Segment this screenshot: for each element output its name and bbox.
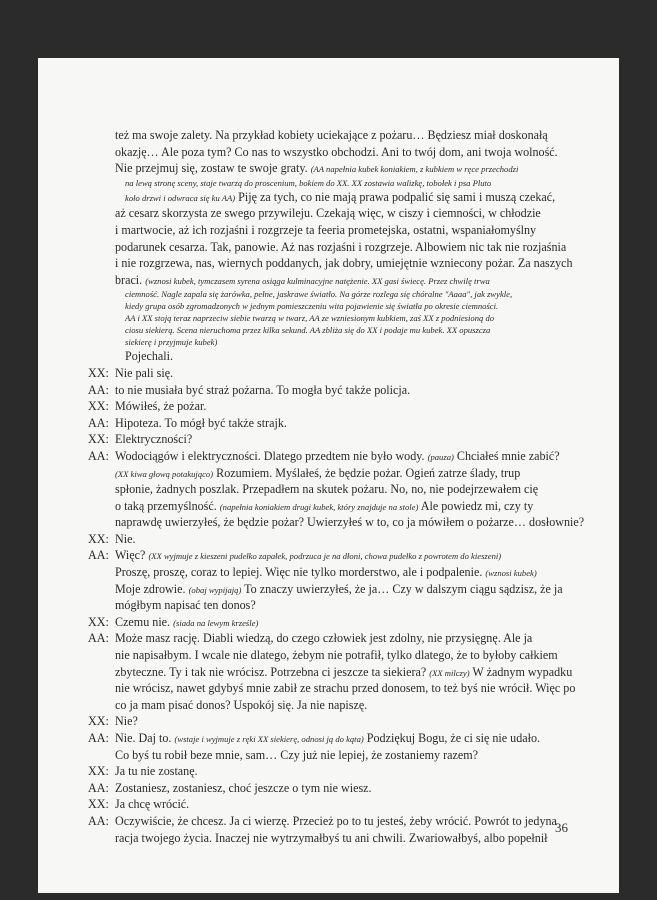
speaker-label: XX: (88, 614, 109, 629)
stage-direction: (wznosi kubek, tymczasem syrena osiąga kulminacyjne natężenie. XX gasi świecę. Przez chwilę trwa (145, 275, 490, 286)
dialogue-line (88, 763, 590, 780)
text-line-part: braci. (115, 272, 143, 287)
stage-direction: kiedy grupa osób zgromadzonych w jednym pomieszczeniu wita pojawienie się światła po okresie ciemności. (125, 301, 499, 312)
stage-direction: (wstaje i wyjmuje z ręki XX siekierę, odnosi ją do kąta) (174, 734, 364, 744)
dialogue-text-part: nie napisałbym. I wcale nie dlatego, żebym nie potrafił, tylko dlatego, że to byłoby całkiem (115, 648, 558, 663)
dialogue-line (88, 448, 590, 531)
dialogue-text-part: Ale powiedz mi, czy ty (420, 498, 534, 513)
dialogue-line (88, 547, 590, 613)
dialogue-line (88, 780, 590, 797)
dialogue-text-part: To znaczy uwierzyłeś, że ja… Czy w dalszym ciągu sądzisz, że ja (244, 581, 563, 596)
speaker-label: XX: (88, 797, 109, 812)
speaker-label: AA: (88, 631, 109, 646)
dialogue-line (88, 382, 590, 399)
stage-direction: (obaj wypijają) (188, 584, 242, 595)
dialogue-line (88, 365, 590, 382)
text-line (115, 272, 590, 289)
dialogue-text-part: nie wrócisz, nawet gdybyś mnie zabił ze strachu przed donosem, to też byś nie wrócił. Więc po (115, 681, 576, 696)
dialogue-line (88, 531, 590, 548)
stage-direction: (siada na lewym krześle) (173, 617, 259, 628)
dialogue-line (88, 730, 590, 763)
dialogue-line (88, 796, 590, 813)
dialogue-text-part: Czemu nie. (115, 614, 171, 629)
manuscript-page (38, 58, 619, 893)
stage-direction: (XX kiwa głową potakująco) (115, 468, 214, 479)
text-line-part: Nie przejmuj się, zostaw te swoje graty. (115, 161, 308, 176)
dialogue-text: Nie? (115, 714, 138, 729)
speaker-label: AA: (88, 382, 109, 397)
stage-direction: (XX milczy) (429, 667, 470, 678)
speaker-label: XX: (88, 714, 109, 729)
dialogue-text-part: o taką przemyślność. (115, 498, 217, 513)
stage-direction: ciemność. Nagle zapala się żarówka, pełne, jaskrawe światło. Na górze rozlega się chóralne "Aaaa", jak zwykle, (125, 289, 513, 300)
speaker-label: XX: (88, 399, 109, 414)
text-line (115, 189, 590, 206)
dialogue-text-part: naprawdę uwierzyłeś, że będzie pożar? Uwierzyłeś w to, co ja mówiłem o pożarze… dosłownie? (115, 515, 585, 530)
text-line: podarunek cesarza. Tak, panowie. Aż nas rozjaśni i rozgrzeje. Albowiem nic tak nie rozjaśnia (115, 239, 567, 254)
speaker-label: XX: (88, 764, 109, 779)
stage-direction: (napełnia koniakiem drugi kubek, który znajduje na stole) (219, 501, 419, 512)
dialogue-text-part: Moje zdrowie. (115, 581, 186, 596)
text-line: okazję… Ale poza tym? Co nas to wszystko obchodzi. Ani to twój dom, ani twoja wolność. (115, 144, 558, 159)
dialogue-text-part: Rozumiem. Myślałeś, że będzie pożar. Ogień zatrze ślady, trup (216, 465, 521, 480)
dialogue-text: Mówiłeś, że pożar. (115, 399, 207, 414)
text-line: i martwocie, aż ich rozjaśni i rozgrzeje ta feeria prometejska, ostatni, wspaniałomyślny (115, 222, 537, 237)
stage-direction: siekierę i przyjmuje kubek) (125, 337, 218, 348)
text-line (115, 160, 590, 177)
dialogue-text-part: Oczywiście, że chcesz. Ja ci wierzę. Przecież po to tu jesteś, żeby wrócić. Powrót to jedyna (115, 813, 557, 828)
dialogue-text (115, 547, 590, 613)
dialogue-text (115, 813, 590, 846)
text-line: aż cesarz skorzysta ze swego przywileju. Czekają więc, w ciszy i ciemności, w chłodzie (115, 206, 541, 221)
dialogue-line (88, 614, 590, 631)
dialogue-line (88, 431, 590, 448)
speaker-label: XX: (88, 365, 109, 380)
dialogue-text-part: Co byś tu robił beze mnie, sam… Czy już nie lepiej, że zostaniemy razem? (115, 747, 479, 762)
text-line: i nie rozgrzewa, nas, wiernych poddanych, jak dobry, umiejętnie wzniecony pożar. Za naszych (115, 256, 573, 271)
dialogue-text: Nie pali się. (115, 365, 174, 380)
stage-direction: AA i XX stoją teraz naprzeciw siebie twarzą w twarz, AA ze wzniesionym kubkiem, zaś XX z podniesioną do (125, 313, 495, 324)
dialogue-line (88, 630, 590, 713)
text-line: Pojechali. (125, 349, 174, 364)
speaker-label: AA: (88, 731, 109, 745)
dialogue-text-part: racja twojego życia. Inaczej nie wytrzymałbyś tu ani chwili. Zwariowałbyś, albo popełnił (115, 830, 548, 845)
stage-direction: ciosu siekierą. Scena nieruchoma przez kilka sekund. AA zbliża się do XX i podaje mu kubek. XX opuszcza (125, 325, 491, 336)
speaker-label: XX: (88, 432, 109, 447)
stage-direction: (wznosi kubek) (485, 568, 537, 579)
dialogue-text-part: Więc? (115, 548, 146, 563)
stage-direction: (AA napełnia kubek koniakiem, z kubkiem w ręce przechodzi (310, 164, 519, 175)
dialogue-text: Ja chcę wrócić. (115, 797, 190, 812)
dialogue-line (88, 813, 590, 846)
speaker-label: AA: (88, 448, 109, 463)
dialogue-text: Hipoteza. To mógł być także strajk. (115, 415, 287, 430)
dialogue-text-part: Nie. Daj to. (115, 731, 172, 745)
dialogue-line (88, 415, 590, 432)
stage-direction: (pauza) (427, 451, 454, 462)
dialogue-text-part: spłonie, żadnych poszlak. Przepadłem na skutek pożaru. No, no, nie podejrzewałem cię (115, 482, 539, 497)
dialogue-text (115, 730, 590, 763)
dialogue-text-part: zbyteczne. Ty i tak nie wrócisz. Potrzebna ci jeszcze ta siekiera? (115, 664, 427, 679)
dialogue-text-part: Proszę, proszę, coraz to lepiej. Więc nie tylko morderstwo, ale i podpalenie. (115, 565, 483, 580)
speaker-label: AA: (88, 813, 109, 828)
speaker-label: AA: (88, 780, 109, 795)
speaker-label: AA: (88, 548, 109, 563)
page-number: 36 (555, 820, 568, 835)
dialogue-text-part: mógłbym napisać ten donos? (115, 598, 256, 613)
dialogue-text (115, 448, 590, 531)
dialogue-text: Elektryczności? (115, 432, 193, 447)
dialogue-text: Zostaniesz, zostaniesz, choć jeszcze o tym nie wiesz. (115, 780, 372, 795)
dialogue-text: Nie. (115, 531, 136, 546)
dialogue-line (88, 713, 590, 730)
dialogue-text-part: Wodociągów i elektryczności. Dlatego przedtem nie było wody. (115, 448, 425, 463)
text-line-part: Piję za tych, co nie mają prawa podpalić się sami i muszą czekać, (238, 189, 556, 204)
speaker-label: AA: (88, 415, 109, 430)
stage-direction: na lewą stronę sceny, staje twarzą do proscenium, bokiem do XX. XX zostawia walizkę, tobołek i psa Pluto (125, 177, 492, 188)
stage-direction: (XX wyjmuje z kieszeni pudełko zapałek, podrzuca je na dłoni, chowa pudełko z powrotem do kieszeni) (148, 551, 502, 562)
speaker-label: XX: (88, 531, 109, 546)
stage-direction: koło drzwi i odwraca się ku AA) (125, 192, 236, 203)
dialogue-text-part: co ja mam pisać donos? Uspokój się. Ja nie napiszę. (115, 697, 368, 712)
dialogue-text (115, 614, 590, 631)
text-line: też ma swoje zalety. Na przykład kobiety uciekające z pożaru… Będziesz miał doskonałą (115, 128, 548, 142)
dialogue-text: Ja tu nie zostanę. (115, 764, 198, 779)
dialogue-text-part: Podziękuj Bogu, że ci się nie udało. (366, 731, 541, 745)
dialogue-line (88, 398, 590, 415)
dialogue-text-part: Może masz rację. Diabli wiedzą, do czego człowiek jest zdolny, nie przysięgnę. Ale ja (115, 631, 533, 646)
dialogue-text-part: W żadnym wypadku (472, 664, 573, 679)
dialogue-text (115, 630, 590, 713)
page-text (88, 127, 590, 846)
dialogue-text-part: Chciałeś mnie zabić? (456, 448, 560, 463)
dialogue-text: to nie musiała być straż pożarna. To mogła być także policja. (115, 382, 411, 397)
